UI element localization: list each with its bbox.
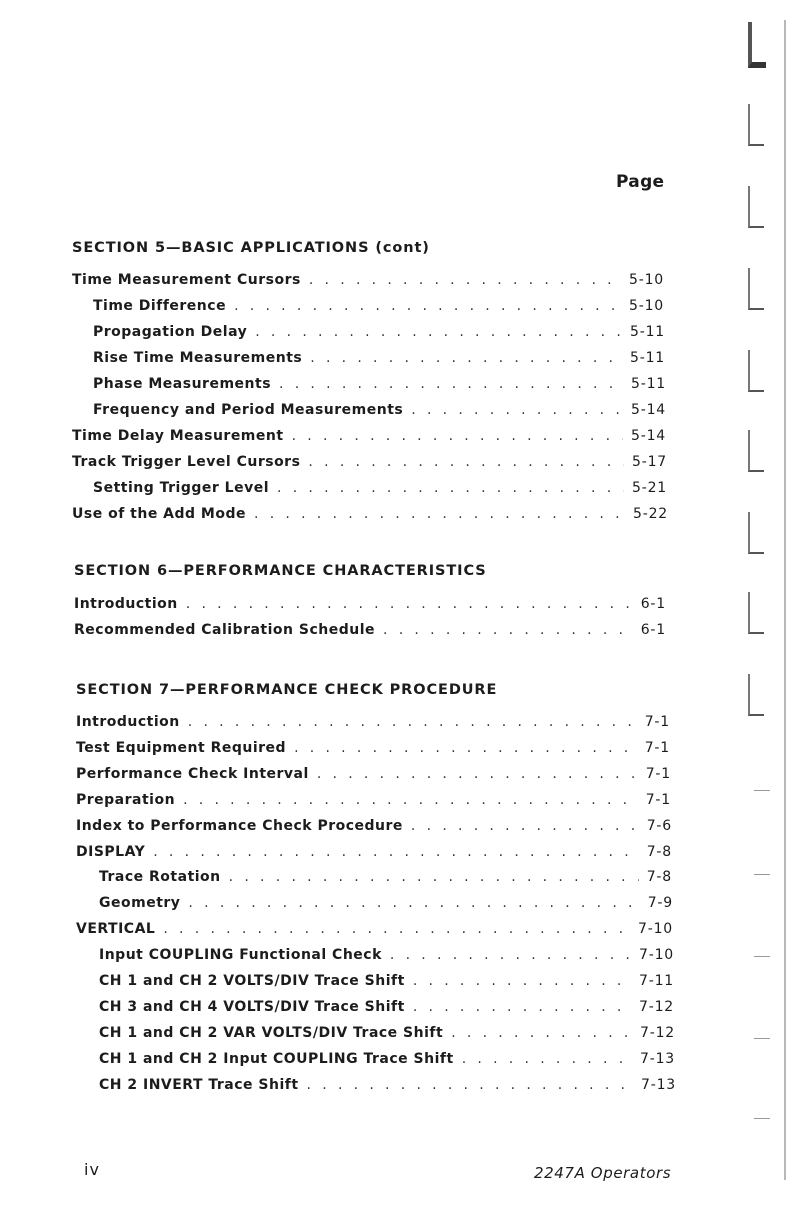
dot-leader: [413, 973, 631, 989]
toc-entry-label: CH 3 and CH 4 VOLTS/DIV Trace Shift: [99, 998, 405, 1015]
toc-entry-page: 7-13: [640, 1050, 675, 1067]
toc-entry-page: 7-1: [645, 791, 671, 808]
edge-tick: [754, 874, 770, 875]
section-title: SECTION 7—PERFORMANCE CHECK PROCEDURE: [76, 682, 498, 698]
section-title: SECTION 5—BASIC APPLICATIONS (cont): [72, 240, 430, 256]
dot-leader: [188, 714, 637, 730]
toc-entry: [72, 454, 667, 474]
dot-leader: [411, 818, 639, 834]
toc-entry-label: Introduction: [74, 596, 178, 612]
dot-leader: [383, 622, 633, 638]
toc-entry-label: Use of the Add Mode: [72, 506, 246, 522]
toc-entry-label: Recommended Calibration Schedule: [74, 622, 376, 638]
dot-leader: [413, 999, 631, 1015]
page-edge-line: [784, 20, 786, 1180]
toc-entry: [76, 792, 671, 812]
thumb-index-tabs: [744, 18, 774, 1198]
toc-entry-page: 7-10: [638, 921, 673, 938]
footer-page-number: iv: [84, 1160, 100, 1179]
toc-entry-page: 6-1: [640, 622, 666, 638]
toc-entry: [99, 895, 673, 915]
toc-entry-label: Geometry: [99, 895, 181, 912]
dot-leader: [292, 428, 623, 444]
toc-entry-page: 7-1: [644, 714, 670, 730]
toc-entry: [99, 1077, 676, 1097]
thumb-tab: [748, 104, 764, 146]
toc-entry-page: 5-11: [630, 350, 665, 366]
toc-entry-label: CH 1 and CH 2 Input COUPLING Trace Shift: [99, 1050, 454, 1067]
dot-leader: [277, 480, 624, 496]
thumb-tab: [748, 350, 764, 392]
section-title: SECTION 6—PERFORMANCE CHARACTERISTICS: [74, 563, 487, 579]
toc-entry-label: Track Trigger Level Cursors: [72, 454, 301, 470]
dot-leader: [183, 792, 638, 808]
toc-entry-page: 7-6: [646, 817, 672, 834]
toc-entry: [76, 844, 672, 864]
toc-entry-label: Test Equipment Required: [76, 739, 287, 756]
edge-tick: [754, 1118, 770, 1119]
toc-entry: [99, 973, 674, 993]
dot-leader: [229, 869, 639, 885]
toc-entry: [93, 402, 666, 422]
toc-entry-page: 5-17: [632, 454, 667, 470]
toc-entry-page: 7-11: [639, 973, 674, 989]
dot-leader: [255, 324, 622, 340]
toc-entry-page: 7-13: [641, 1076, 676, 1093]
toc-entry-page: 7-12: [640, 1024, 675, 1041]
toc-entry: [93, 324, 665, 344]
toc-entry: [99, 947, 674, 967]
dot-leader: [462, 1051, 632, 1067]
dot-leader: [307, 1077, 633, 1093]
toc-entry-label: Trace Rotation: [99, 869, 221, 886]
toc-entry-page: 5-10: [629, 272, 664, 288]
thumb-tab: [748, 512, 764, 554]
toc-entry: [99, 869, 672, 889]
toc-entry: [99, 999, 674, 1019]
toc-entry-label: Propagation Delay: [93, 324, 248, 340]
toc-entry-label: CH 2 INVERT Trace Shift: [99, 1076, 299, 1093]
dot-leader: [309, 272, 621, 288]
toc-entry: [72, 272, 664, 292]
toc-entry: [99, 1051, 675, 1071]
dot-leader: [234, 298, 621, 314]
thumb-tab: [748, 268, 764, 310]
toc-entry-label: Phase Measurements: [93, 376, 272, 392]
toc-entry-label: Introduction: [76, 714, 180, 730]
thumb-tab: [748, 22, 766, 68]
toc-entry: [76, 766, 671, 786]
thumb-tab: [748, 592, 764, 634]
edge-tick: [754, 790, 770, 791]
dot-leader: [317, 766, 638, 782]
toc-entry-page: 5-22: [633, 506, 668, 522]
toc-entry-page: 5-21: [632, 480, 667, 496]
toc-entry: [74, 596, 666, 616]
toc-entry: [74, 622, 666, 642]
dot-leader: [308, 454, 624, 470]
dot-leader: [294, 740, 637, 756]
toc-entry: [76, 714, 670, 734]
dot-leader: [188, 895, 639, 911]
dot-leader: [451, 1025, 632, 1041]
dot-leader: [279, 376, 623, 392]
toc-entry: [93, 350, 665, 370]
dot-leader: [411, 402, 623, 418]
toc-entry-page: 7-8: [646, 869, 672, 886]
toc-entry-label: CH 1 and CH 2 VOLTS/DIV Trace Shift: [99, 973, 405, 989]
toc-entry-page: 5-10: [629, 298, 664, 314]
toc-entry: [72, 428, 666, 448]
toc-entry-page: 7-8: [646, 843, 672, 860]
toc-entry-page: 7-9: [647, 895, 673, 912]
dot-leader: [310, 350, 622, 366]
thumb-tab: [748, 186, 764, 228]
toc-entry-label: Rise Time Measurements: [93, 350, 303, 366]
thumb-tab: [748, 674, 764, 716]
edge-tick: [754, 956, 770, 957]
toc-entry: [99, 1025, 675, 1045]
toc-entry: [76, 740, 670, 760]
toc-entry-label: DISPLAY: [76, 843, 146, 860]
toc-entry: [93, 376, 666, 396]
toc-entry-label: Time Delay Measurement: [72, 428, 284, 444]
toc-entry-label: Performance Check Interval: [76, 765, 309, 782]
toc-entry: [93, 298, 664, 318]
dot-leader: [153, 844, 638, 860]
toc-entry-label: Preparation: [76, 791, 176, 808]
toc-entry-page: 7-10: [639, 947, 674, 964]
page-heading-label: Page: [616, 172, 665, 192]
toc-entry-label: CH 1 and CH 2 VAR VOLTS/DIV Trace Shift: [99, 1024, 444, 1041]
toc-entry-label: VERTICAL: [76, 921, 156, 938]
toc-entry: [76, 818, 672, 838]
toc-entry-page: 7-1: [644, 739, 670, 756]
dot-leader: [163, 921, 630, 937]
toc-entry: [76, 921, 673, 941]
toc-entry-page: 5-11: [630, 324, 665, 340]
toc-entry-label: Setting Trigger Level: [93, 480, 269, 496]
footer-manual-name: 2247A Operators: [534, 1164, 672, 1182]
dot-leader: [186, 596, 633, 612]
toc-entry-label: Input COUPLING Functional Check: [99, 947, 382, 964]
toc-entry-page: 5-11: [631, 376, 666, 392]
toc-entry-label: Time Measurement Cursors: [72, 272, 301, 288]
toc-entry-page: 6-1: [640, 596, 666, 612]
edge-tick: [754, 1038, 770, 1039]
thumb-tab: [748, 430, 764, 472]
toc-entry-label: Time Difference: [93, 298, 227, 314]
dot-leader: [390, 947, 631, 963]
toc-entry-page: 5-14: [631, 402, 666, 418]
toc-entry-label: Frequency and Period Measurements: [93, 402, 404, 418]
toc-entry-page: 5-14: [631, 428, 666, 444]
toc-entry: [72, 506, 668, 526]
toc-entry: [93, 480, 667, 500]
dot-leader: [254, 506, 625, 522]
toc-entry-page: 7-1: [645, 765, 671, 782]
toc-entry-label: Index to Performance Check Procedure: [76, 817, 403, 834]
toc-entry-page: 7-12: [639, 998, 674, 1015]
